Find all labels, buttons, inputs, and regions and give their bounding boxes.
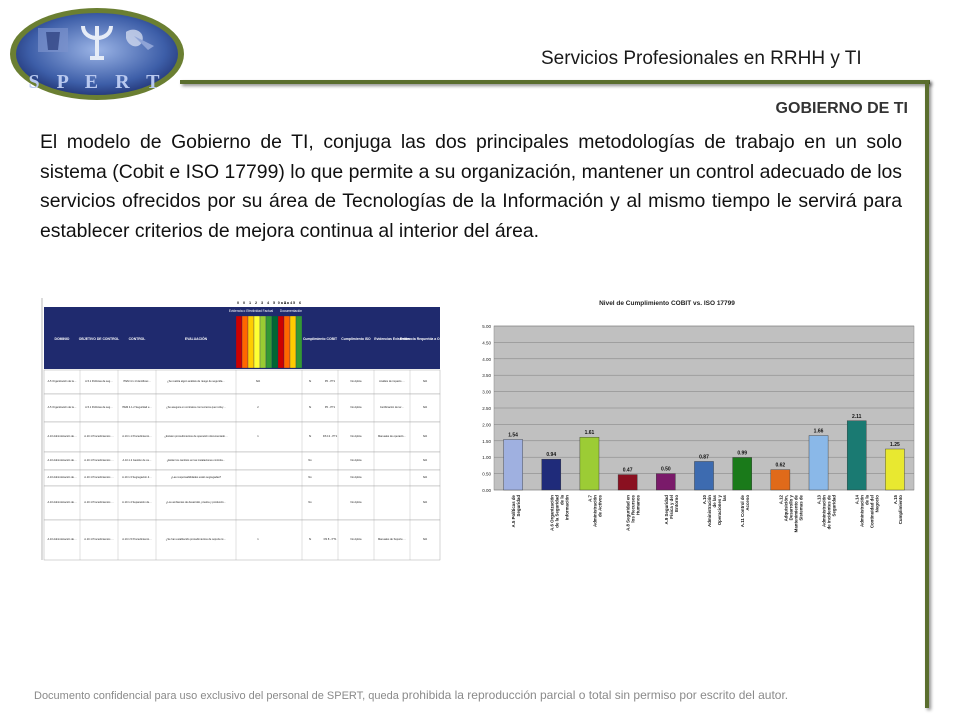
x-tick-label-line: Seguridad bbox=[516, 495, 522, 517]
table-cell-control: ITEM 4.1.2 Seguridad e… bbox=[122, 406, 152, 409]
maturity-level-cell bbox=[272, 316, 278, 368]
bar-value-label: 0.99 bbox=[737, 450, 748, 457]
x-tick-label bbox=[511, 494, 521, 527]
y-tick-label: 3.00 bbox=[482, 389, 491, 395]
chart-bar bbox=[771, 470, 790, 490]
bar-value-label: 0.62 bbox=[775, 462, 786, 469]
x-tick-label bbox=[702, 494, 727, 527]
table-cell-objective: A.10.1 Procedimientos … bbox=[84, 501, 114, 504]
table-cell-iso: P0 - PT1 bbox=[324, 406, 336, 409]
y-tick-label: 4.00 bbox=[482, 356, 491, 362]
group-header: Documentación bbox=[279, 309, 303, 313]
table-cell-evaluation: ¿Las responsabilidades están segregadas? bbox=[170, 476, 222, 479]
table-cell-objective: A.10.1 Procedimientos … bbox=[84, 476, 114, 479]
table-cell-iso: P0 - PT1 bbox=[324, 380, 336, 383]
y-tick-label: 0.00 bbox=[482, 488, 491, 493]
x-tick-label-line: los Recursos bbox=[630, 495, 636, 523]
table-header-number: 0 bbox=[236, 301, 240, 305]
x-tick-label bbox=[817, 494, 837, 529]
table-column-header: EVALUACIÓN bbox=[184, 337, 208, 341]
section-title: GOBIERNO DE TI bbox=[775, 100, 908, 117]
chart-bar bbox=[733, 458, 752, 490]
chart-bar bbox=[847, 421, 866, 490]
table-cell-iso: DS 13 - PT1 bbox=[322, 435, 338, 438]
x-tick-label-line: Sistemas de bbox=[798, 495, 804, 521]
table-cell-control: A.10.1.1 Procedimiento… bbox=[122, 435, 152, 438]
x-tick-label-line: de las bbox=[712, 495, 717, 508]
x-tick-label bbox=[855, 494, 880, 528]
table-header-number: 0 a 4 bbox=[277, 301, 287, 305]
logo-text: S P E R T bbox=[28, 71, 166, 93]
table-column-header: OBJETIVO DE CONTROL bbox=[78, 337, 120, 341]
description-paragraph: El modelo de Gobierno de TI, conjuga las dos principales metodologías de trabajo en un solo sistema (Cobit e ISO 17799) lo que permite a su organización, mantener un control adecuado de los servicios ofrecidos por su área de Tecnologías de la Información y al mismo tiempo le servirá para establecer criterios de mejora continua al interior del área. bbox=[40, 131, 902, 242]
x-tick-label-line: A.9 Seguridad bbox=[663, 495, 669, 525]
table-cell-objective: A.10.1 Procedimientos … bbox=[84, 435, 114, 438]
compliance-chart bbox=[467, 296, 927, 566]
table-cell-required: Manuales de Soporte … bbox=[378, 538, 406, 541]
table-header-number: 3 bbox=[260, 301, 264, 305]
maturity-level-cell bbox=[296, 316, 302, 368]
maturity-level-cell bbox=[254, 316, 260, 368]
table-cell-domain: A.5 Organización de la… bbox=[47, 406, 77, 409]
x-tick-label-line: Administración bbox=[592, 495, 598, 527]
bar-value-label: 0.94 bbox=[546, 452, 557, 459]
maturity-level-cell bbox=[278, 316, 284, 368]
bar-value-label: 0.50 bbox=[660, 466, 671, 473]
table-header-number: 5 bbox=[292, 301, 296, 305]
table-cell-evidence: No Aplica bbox=[350, 476, 362, 479]
chart-title: Nivel de Cumplimiento COBIT vs. ISO 17799 bbox=[599, 300, 735, 307]
x-tick-label-line: Entorno bbox=[673, 495, 679, 512]
table-column-header: DOMINIO bbox=[54, 337, 70, 341]
table-cell-control: A.10.1.3 Segregación d… bbox=[122, 476, 152, 479]
x-tick-label bbox=[626, 494, 641, 530]
x-tick-label-line: Seguridad bbox=[831, 495, 837, 517]
table-column-header: Cumplimiento COBIT bbox=[302, 337, 338, 341]
table-cell-evidence: No Aplica bbox=[350, 406, 362, 409]
table-cell-domain: A.10 Administración de… bbox=[47, 476, 77, 479]
table-cell-score: N/A bbox=[422, 380, 428, 383]
x-tick-label bbox=[740, 494, 750, 527]
table-cell-evidence: No Aplica bbox=[350, 459, 362, 462]
chart-bar bbox=[809, 436, 828, 490]
table-cell-evaluation: ¿Se asegura en contratos con terceros que incluy… bbox=[166, 406, 226, 409]
table-cell-evaluation: ¿Los ambientes de desarrollo, prueba y producció… bbox=[165, 501, 227, 504]
x-tick-label bbox=[893, 494, 903, 524]
chart-bar bbox=[694, 461, 713, 490]
table-cell-cobit: No bbox=[308, 501, 312, 504]
bar-value-label: 1.25 bbox=[890, 442, 900, 448]
table-cell-evidence: No Aplica bbox=[350, 380, 362, 383]
table-cell-score: N/A bbox=[422, 435, 428, 438]
x-tick-label-line: Acceso bbox=[745, 495, 751, 511]
footer-disclaimer bbox=[34, 688, 788, 702]
table-cell-evidence: No Aplica bbox=[350, 501, 362, 504]
footer-text-1: Documento confidencial para uso exclusivo del personal de SPERT, queda bbox=[34, 690, 402, 702]
x-tick-label-line: Humanos bbox=[635, 495, 641, 516]
bar-value-label: 0.87 bbox=[699, 454, 709, 461]
table-cell-evaluation: ¿Están los cambios en las instalaciones controla… bbox=[166, 459, 226, 462]
table-cell-domain: A.10 Administración de… bbox=[47, 538, 77, 541]
table-cell-score: N/A bbox=[422, 501, 428, 504]
x-tick-label-line: las bbox=[722, 495, 727, 502]
x-tick-label bbox=[778, 494, 803, 532]
x-tick-label-line: de la bbox=[864, 495, 870, 506]
chart-bar bbox=[618, 475, 637, 490]
table-cell-control: A.10.1.2 Gestión de ca… bbox=[122, 459, 152, 462]
table-cell-objective: A.10.1 Procedimientos … bbox=[84, 459, 114, 462]
table-cell-iso: DS 8 - PT1 bbox=[323, 538, 337, 541]
x-tick-label-line: A.11 Control de bbox=[740, 495, 746, 528]
table-cell-required: Manuales de operació… bbox=[377, 435, 407, 438]
maturity-level-cell bbox=[242, 316, 248, 368]
table-cell-cobit: Si bbox=[308, 380, 312, 383]
x-tick-label-line: A.5 Políticas de bbox=[511, 495, 517, 528]
table-cell-control: A.10.1.4 Separación de… bbox=[122, 501, 152, 504]
table-cell-required: Certificación de ter… bbox=[379, 406, 405, 409]
table-header-number: 2 bbox=[254, 301, 258, 305]
maturity-level-cell bbox=[284, 316, 290, 368]
spert-logo bbox=[8, 6, 186, 104]
x-tick-label-line: A.10 bbox=[702, 495, 707, 505]
x-tick-label-line: Administración bbox=[859, 495, 865, 527]
x-tick-label-line: de la Seguridad bbox=[554, 495, 560, 528]
x-tick-label-line: A.6 Organización bbox=[549, 495, 555, 531]
x-tick-label-line: A.15 bbox=[892, 495, 898, 505]
table-cell-domain: A.5 Organización de la… bbox=[47, 380, 77, 383]
chart-bar bbox=[885, 449, 904, 490]
footer-text-2: prohibida la reproducción parcial o total sin permiso por escrito del autor. bbox=[401, 688, 789, 702]
table-cell-cobit: Si bbox=[308, 538, 312, 541]
table-cell-level: 1 bbox=[257, 538, 259, 541]
x-tick-label-line: Administración bbox=[821, 495, 827, 527]
table-cell-score: N/A bbox=[422, 459, 428, 462]
table-cell-cobit: No bbox=[308, 459, 312, 462]
x-tick-label-line: Desarrollo y bbox=[788, 495, 794, 521]
table-cell-cobit: Si bbox=[308, 406, 312, 409]
x-tick-label bbox=[664, 495, 679, 525]
table-header-number: 6 bbox=[298, 301, 302, 305]
group-header: Evidencia o Efectividad Factual bbox=[228, 309, 274, 313]
table-cell-level: 2 bbox=[257, 406, 259, 409]
bar-value-label: 2.11 bbox=[851, 413, 862, 420]
x-tick-label-line: de Activos bbox=[597, 495, 603, 518]
x-tick-label-line: Mantenimiento de bbox=[793, 495, 799, 533]
x-tick-label-line: Negocio bbox=[874, 495, 880, 513]
table-cell-cobit: Si bbox=[308, 435, 312, 438]
x-tick-label-line: de la bbox=[559, 495, 565, 506]
x-tick-label-line: Física y del bbox=[668, 495, 674, 519]
chart-bar bbox=[504, 439, 523, 490]
table-cell-required: Análisis de impacto … bbox=[379, 380, 405, 383]
table-cell-evidence: No Aplica bbox=[350, 538, 362, 541]
x-tick-label-line: Cumplimiento bbox=[897, 495, 903, 525]
maturity-level-cell bbox=[248, 316, 254, 368]
table-header-number: 1 a 4 bbox=[283, 301, 293, 305]
maturity-level-cell bbox=[236, 316, 242, 368]
bar-value-label: 1.61 bbox=[584, 430, 595, 437]
table-header-number: 0 bbox=[242, 301, 246, 305]
x-tick-label-line: Adquisición, bbox=[783, 495, 789, 522]
table-header-number: 1 bbox=[248, 301, 252, 305]
x-tick-label bbox=[549, 494, 569, 530]
maturity-level-cell bbox=[260, 316, 266, 368]
y-tick-label: 2.00 bbox=[482, 422, 491, 428]
table-column-header: Evidencias Existentes bbox=[374, 337, 410, 341]
table-cell-objective: A.5.1 Políticas de seg… bbox=[85, 380, 113, 383]
header-divider bbox=[180, 80, 930, 84]
chart-bar bbox=[656, 474, 675, 490]
table-cell-level: 1 bbox=[257, 435, 259, 438]
y-tick-label: 5.00 bbox=[482, 324, 491, 329]
x-tick-label-line: A.8 Seguridad en bbox=[625, 495, 631, 531]
x-tick-label-line: A.7 bbox=[587, 495, 593, 502]
table-cell-objective: A.5.1 Políticas de seg… bbox=[85, 406, 113, 409]
table-cell-evidence: No Aplica bbox=[350, 435, 362, 438]
bar-value-label: 0.47 bbox=[622, 467, 633, 474]
table-cell-score: N/A bbox=[422, 406, 428, 409]
evaluation-table bbox=[40, 298, 451, 560]
table-header-number: 4 bbox=[266, 301, 270, 305]
table-cell-objective: A.10.1 Procedimientos … bbox=[84, 538, 114, 541]
chart-bar bbox=[542, 459, 561, 490]
x-tick-label-line: de Incidentes de bbox=[826, 495, 832, 530]
y-tick-label: 1.00 bbox=[482, 455, 491, 461]
table-column-header: CONTROL bbox=[128, 337, 146, 341]
maturity-level-cell bbox=[290, 316, 296, 368]
table-cell-level: N/A bbox=[255, 380, 261, 383]
x-tick-label-line: Operaciones y bbox=[717, 495, 722, 526]
table-cell-domain: A.10 Administración de… bbox=[47, 501, 77, 504]
table-cell-evaluation: ¿Se realiza algún análisis de riesgo de segurida… bbox=[167, 380, 225, 383]
x-tick-label-line: Continuidad del bbox=[869, 495, 875, 529]
table-cell-cobit: No bbox=[308, 476, 312, 479]
y-tick-label: 0.50 bbox=[482, 471, 491, 477]
header-title: Servicios Profesionales en RRHH y TI bbox=[541, 48, 862, 69]
x-tick-label-line: A.14 bbox=[854, 495, 860, 505]
chart-bar bbox=[580, 437, 599, 490]
table-cell-domain: A.10 Administración de… bbox=[47, 459, 77, 462]
table-cell-control: ITEM 4.1.1 Identificac… bbox=[123, 380, 151, 383]
table-cell-control: A.10.1.5 Procedimiento… bbox=[122, 538, 152, 541]
table-cell-evaluation: ¿Se han establecido procedimientos de soporte té… bbox=[165, 538, 227, 541]
x-tick-label-line: Información bbox=[564, 495, 570, 521]
table-column-header: Cumplimiento ISO bbox=[341, 337, 371, 341]
x-tick-label-line: A.13 bbox=[816, 495, 822, 505]
bar-value-label: 1.54 bbox=[508, 432, 518, 439]
y-tick-label: 2.50 bbox=[482, 406, 491, 411]
table-cell-domain: A.10 Administración de… bbox=[47, 435, 77, 438]
table-cell-score: N/A bbox=[422, 476, 428, 479]
y-tick-label: 3.50 bbox=[482, 373, 491, 379]
y-tick-label: 4.50 bbox=[482, 340, 491, 346]
x-tick-label-line: Administración bbox=[707, 495, 712, 527]
bar-value-label: 1.66 bbox=[813, 428, 824, 435]
y-tick-label: 1.50 bbox=[482, 438, 491, 444]
table-cell-evaluation: ¿Existen procedimientos de operación documentado… bbox=[164, 435, 228, 438]
table-column-header: Evidencia Requerida a Obtener bbox=[399, 337, 451, 341]
table-cell-score: N/A bbox=[422, 538, 428, 541]
maturity-level-cell bbox=[266, 316, 272, 368]
x-tick-label-line: A.12 bbox=[778, 495, 784, 505]
table-header-number: 5 bbox=[272, 301, 276, 305]
x-tick-label bbox=[587, 494, 602, 527]
